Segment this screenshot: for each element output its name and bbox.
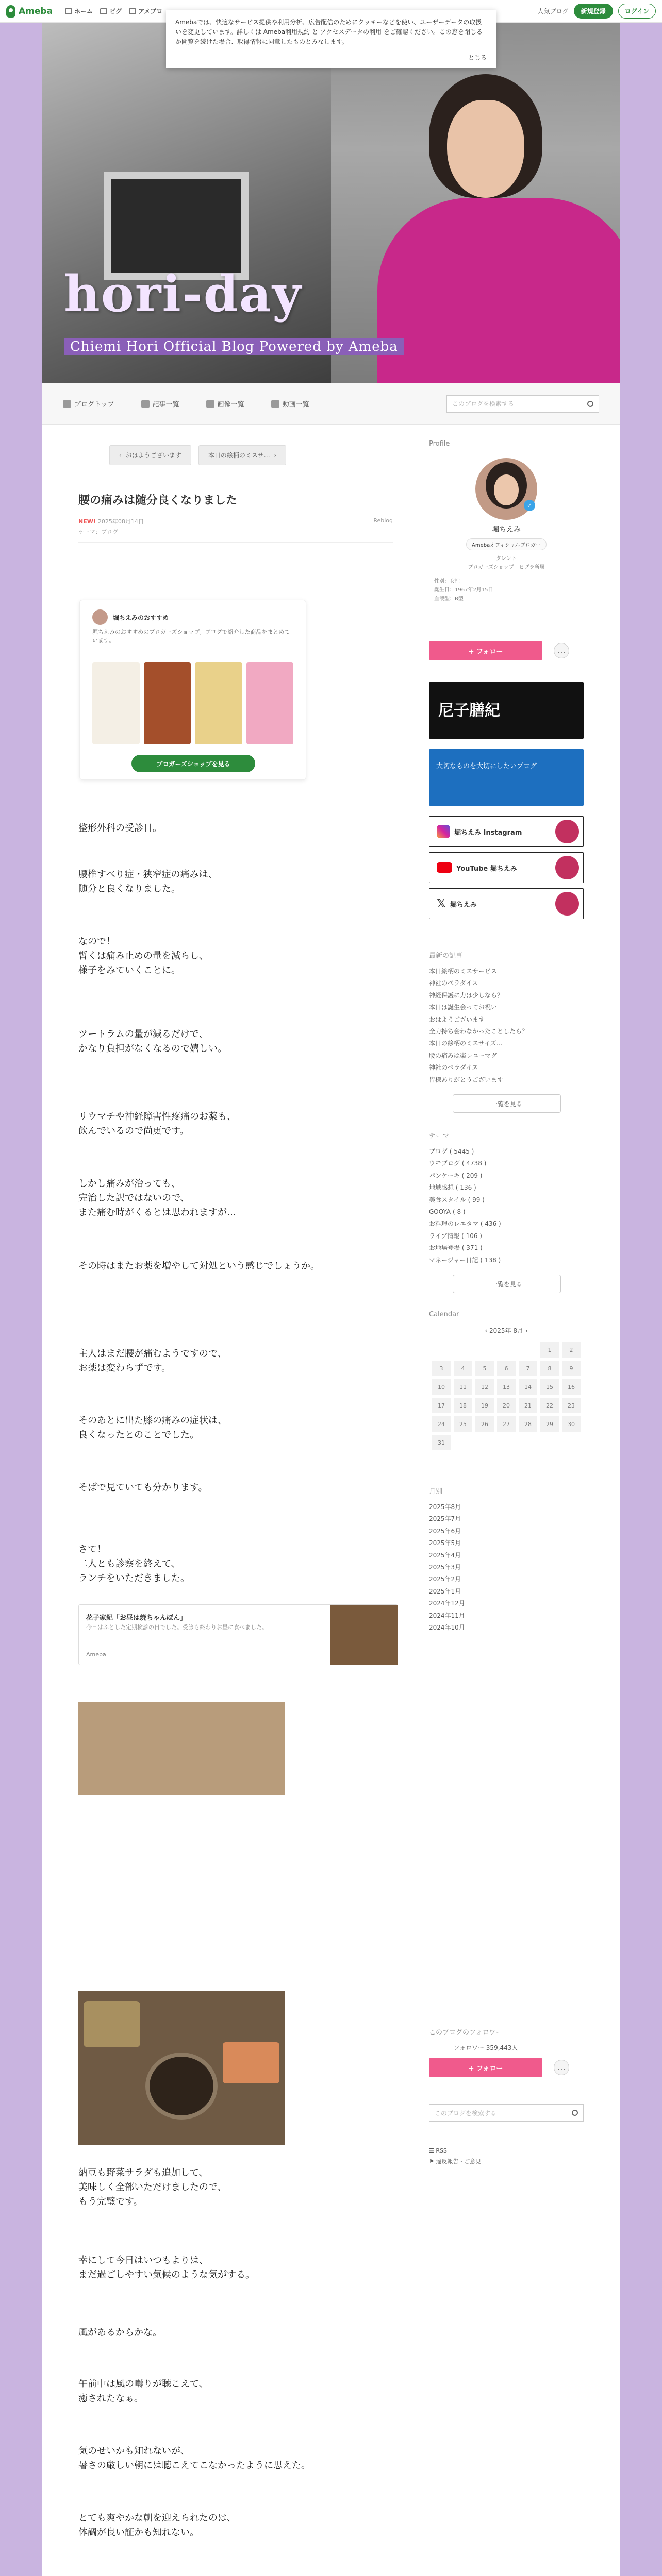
calendar-day[interactable]: 9 <box>562 1361 581 1376</box>
search-icon[interactable] <box>572 2110 578 2116</box>
theme-item[interactable]: GOOYA ( 8 ) <box>429 1208 466 1215</box>
calendar-day[interactable]: 30 <box>562 1416 581 1432</box>
entry-theme[interactable]: テーマ：ブログ <box>78 529 118 535</box>
search-icon[interactable] <box>587 401 593 407</box>
entry-paragraph: とても爽やかな朝を迎えられたのは、 体調が良い証かも知れない。 <box>78 2513 236 2538</box>
x-icon: 𝕏 <box>437 897 446 910</box>
banner-thumbnail <box>555 820 579 843</box>
chevron-right-icon: › <box>274 451 277 459</box>
entry-meta <box>78 517 393 526</box>
portrait-face <box>447 100 524 198</box>
recent-item[interactable]: 本日の絵柄のミスサイズ… <box>429 1040 503 1047</box>
author-avatar <box>92 609 108 625</box>
archive-item[interactable]: 2025年2月 <box>429 1575 461 1583</box>
calendar-day <box>475 1342 494 1358</box>
entry-paragraph: 主人はまだ腰が痛むようですので、 お薬は変わらずです。 <box>78 1348 227 1374</box>
login-button[interactable]: ログイン <box>618 4 656 19</box>
calendar-day <box>562 1435 581 1450</box>
pigg-icon <box>100 8 107 14</box>
photo-fish <box>223 2042 279 2083</box>
entry-pager <box>109 445 286 465</box>
nav-pigg[interactable]: ピグ <box>100 7 122 15</box>
sidebar-links <box>429 2145 584 2167</box>
nav-blog-top[interactable]: ブログトップ <box>63 399 114 409</box>
recent-list <box>429 965 584 1086</box>
home-icon <box>63 400 71 408</box>
recent-item[interactable]: 神社のペラダイス <box>429 979 478 987</box>
entry-paragraph: 風があるからかな。 <box>78 2327 162 2338</box>
recent-item[interactable]: 本日絵柄のミスサービス <box>429 968 497 975</box>
calendar-day[interactable]: 17 <box>432 1398 451 1413</box>
calendar-day[interactable]: 23 <box>562 1398 581 1413</box>
recent-more-button[interactable]: 一覧を見る <box>453 1094 561 1113</box>
divider <box>78 542 393 543</box>
theme-item[interactable]: ライブ情報 ( 106 ) <box>429 1232 482 1240</box>
profile-name[interactable]: 堀ちえみ <box>492 526 521 534</box>
entry-paragraph: そばで見ていても分かります。 <box>78 1482 208 1493</box>
recent-item[interactable]: おはようございます <box>429 1015 485 1023</box>
calendar-day[interactable]: 31 <box>432 1435 451 1450</box>
banner-thumbnail <box>555 892 579 916</box>
nav-ameblo[interactable]: アメブロ <box>129 7 162 15</box>
recent-item[interactable]: 全力持ち会わなかったことしたら？ <box>429 1027 528 1035</box>
link-card-source: Ameba <box>86 1651 106 1658</box>
calendar-day[interactable]: 21 <box>519 1398 537 1413</box>
nav-video-list[interactable]: 動画一覧 <box>271 399 309 409</box>
archive-item[interactable]: 2025年3月 <box>429 1563 461 1571</box>
new-badge: NEW! <box>78 518 96 525</box>
calendar-day <box>454 1435 472 1450</box>
calendar-day[interactable]: 6 <box>497 1361 516 1376</box>
theme-item[interactable]: パンケーキ ( 209 ) <box>429 1172 483 1179</box>
theme-item[interactable]: お料理のレエタマ ( 436 ) <box>429 1220 501 1228</box>
calendar-day[interactable]: 18 <box>454 1398 472 1413</box>
entry-paragraph: 腰椎すべり症・狭窄症の痛みは、 随分と良くなりました。 <box>78 869 218 894</box>
reblog-link[interactable]: Reblog <box>373 517 393 524</box>
theme-item[interactable]: 地域感想 ( 136 ) <box>429 1184 476 1192</box>
calendar-grid <box>429 1339 584 1453</box>
product-image[interactable] <box>195 662 242 744</box>
calendar-next-icon[interactable]: › <box>525 1327 528 1334</box>
popular-blogs-link[interactable]: 人気ブログ <box>537 8 569 15</box>
rss-link[interactable]: ☰ RSS <box>429 2147 447 2154</box>
recent-item[interactable]: 腰の痛みは楽レユーマグ <box>429 1052 498 1059</box>
blog-header-image[interactable] <box>42 23 620 383</box>
lunch-photo[interactable] <box>78 1702 285 1795</box>
ameba-logo[interactable]: Ameba <box>6 5 53 18</box>
calendar-day[interactable]: 2 <box>562 1342 581 1358</box>
entry-date: 2025年08月14日 <box>97 518 144 525</box>
calendar-day[interactable]: 5 <box>475 1361 494 1376</box>
blog-title: hori-day <box>64 265 302 323</box>
profile-box <box>429 440 584 603</box>
calendar-day[interactable]: 1 <box>540 1342 559 1358</box>
x-banner[interactable]: 𝕏 堀ちえみ <box>429 888 584 919</box>
archive-item[interactable]: 2025年5月 <box>429 1539 461 1547</box>
next-entry-button[interactable]: 本日の絵柄のミスサ… › <box>198 445 287 465</box>
list-icon <box>141 400 150 408</box>
archive-item[interactable]: 2024年10月 <box>429 1623 465 1631</box>
archive-item[interactable]: 2025年1月 <box>429 1587 461 1595</box>
instagram-icon <box>437 825 450 838</box>
calendar-day[interactable]: 11 <box>454 1379 472 1395</box>
blog-link-card[interactable] <box>78 1604 398 1665</box>
archive-item[interactable]: 2025年7月 <box>429 1515 461 1523</box>
calendar <box>429 1326 584 1453</box>
link-card-title: 花子家紀「お昼は焼ちゃんぽん」 <box>86 1614 187 1622</box>
archive-item[interactable]: 2025年8月 <box>429 1503 461 1511</box>
more-options-icon[interactable]: … <box>554 643 569 658</box>
calendar-day[interactable]: 4 <box>454 1361 472 1376</box>
sidebar-search-input[interactable]: このブログを検索する <box>429 2104 584 2122</box>
calendar-day <box>475 1435 494 1450</box>
portrait-body <box>377 198 620 383</box>
archive-item[interactable]: 2025年6月 <box>429 1527 461 1535</box>
nav-entry-list[interactable]: 記事一覧 <box>141 399 179 409</box>
ameba-logo-icon <box>6 5 15 18</box>
calendar-day[interactable]: 25 <box>454 1416 472 1432</box>
entry-paragraph: 午前中は風の囀りが聴こえて、 癒されたなぁ。 <box>78 2379 208 2404</box>
calendar-day <box>432 1342 451 1358</box>
banner-1[interactable]: 尼子膳紀 <box>429 682 584 739</box>
calendar-day[interactable]: 20 <box>497 1398 516 1413</box>
calendar-day[interactable]: 24 <box>432 1416 451 1432</box>
promo-products <box>92 662 293 744</box>
theme-label: テーマ <box>429 1132 450 1140</box>
calendar-day[interactable]: 15 <box>540 1379 559 1395</box>
entry-paragraph: 納豆も野菜サラダも追加して、 美味しく全部いただけましたので、 もう完璧です。 <box>78 2167 227 2207</box>
calendar-day[interactable]: 3 <box>432 1361 451 1376</box>
calendar-day[interactable]: 14 <box>519 1379 537 1395</box>
header-window <box>104 172 249 280</box>
video-icon <box>271 400 279 408</box>
recent-item[interactable]: 神社のペラダイス <box>429 1064 478 1072</box>
calendar-day <box>519 1342 537 1358</box>
calendar-month: 2025年 8月 <box>489 1327 523 1334</box>
entry-title[interactable]: 腰の痛みは随分良くなりました <box>78 494 238 507</box>
chevron-left-icon: ‹ <box>119 451 122 459</box>
nav-image-list[interactable]: 画像一覧 <box>206 399 244 409</box>
follow-button[interactable]: + フォロー <box>429 641 542 660</box>
calendar-day <box>497 1435 516 1450</box>
followers-label: このブログのフォロワー <box>429 2029 503 2037</box>
cookie-close-button[interactable]: とじる <box>468 54 487 61</box>
youtube-banner[interactable]: YouTube 堀ちえみ <box>429 852 584 883</box>
entry-paragraph: その時はまたお薬を増やして対処という感じでしょうか。 <box>78 1261 320 1272</box>
profile-meta: 性別：女性 誕生日：1967年2月15日 血液型：B型 <box>434 579 493 602</box>
flag-icon: ⚑ <box>429 2158 436 2165</box>
entry-paragraph: リウマチや神経障害性疼痛のお薬も、 飲んでいるので尚更です。 <box>78 1111 236 1137</box>
entry-paragraph: 整形外科の受診日。 <box>78 823 162 834</box>
calendar-day[interactable]: 22 <box>540 1398 559 1413</box>
nav-home[interactable]: ホーム <box>65 7 93 15</box>
product-image[interactable] <box>246 662 294 744</box>
entry-paragraph: そのあとに出た膝の痛みの症状は、 良くなったとのことでした。 <box>78 1415 227 1440</box>
follow-button[interactable]: + フォロー <box>429 2058 542 2077</box>
calendar-day[interactable]: 19 <box>475 1398 494 1413</box>
theme-item[interactable]: 美食スタイル ( 99 ) <box>429 1196 485 1204</box>
link-card-description: 今日はふとした定期検診の日でした。受診も終わりお昼に食べました。 <box>86 1624 268 1631</box>
recent-label: 最新の記事 <box>429 952 463 960</box>
blog-icon <box>129 8 136 14</box>
entry-paragraph: 気のせいかも知れないが、 暑さの厳しい朝には聴こえてこなかったように思えた。 <box>78 2446 310 2471</box>
calendar-label: Calendar <box>429 1311 459 1318</box>
youtube-icon <box>437 862 452 873</box>
theme-item[interactable]: ウモブログ ( 4738 ) <box>429 1160 487 1167</box>
calendar-day[interactable]: 28 <box>519 1416 537 1432</box>
calendar-day[interactable]: 27 <box>497 1416 516 1432</box>
product-image[interactable] <box>92 662 140 744</box>
signup-button[interactable]: 新規登録 <box>574 4 613 19</box>
follower-count: フォロワー 359,443人 <box>453 2044 518 2052</box>
entry-paragraph: さて！ 二人とも診察を終えて、 ランチをいただきました。 <box>78 1544 190 1584</box>
archive-item[interactable]: 2024年12月 <box>429 1600 465 1607</box>
calendar-day[interactable]: 7 <box>519 1361 537 1376</box>
calendar-day[interactable]: 12 <box>475 1379 494 1395</box>
calendar-day <box>497 1342 516 1358</box>
profile-info: タレント ブロガーズショップ ヒプラ所属 <box>468 556 545 570</box>
theme-item[interactable]: ブログ ( 5445 ) <box>429 1148 474 1155</box>
product-image[interactable] <box>144 662 191 744</box>
archive-list <box>429 1501 584 1634</box>
global-nav <box>65 7 162 15</box>
recent-item[interactable]: 本日は誕生会ってお祝い <box>429 1004 498 1011</box>
theme-item[interactable]: お地場登場 ( 371 ) <box>429 1244 483 1252</box>
calendar-day <box>454 1342 472 1358</box>
promo-author: 堀ちえみのおすすめ <box>113 614 169 621</box>
entry-paragraph: ツートラムの量が減るだけで、 かなり負担がなくなるので嬉しい。 <box>78 1029 227 1054</box>
photo-miso-soup <box>145 2053 218 2120</box>
instagram-banner[interactable]: 堀ちえみ Instagram <box>429 816 584 847</box>
rss-icon: ☰ <box>429 2147 436 2154</box>
calendar-day <box>540 1435 559 1450</box>
archive-label: 月別 <box>429 1488 443 1496</box>
profile-label: Profile <box>429 440 450 448</box>
prev-entry-button[interactable]: ‹ おはようございます <box>109 445 191 465</box>
photo-natto <box>84 2001 140 2047</box>
calendar-prev-icon[interactable]: ‹ <box>485 1327 488 1334</box>
header-portrait <box>357 54 620 383</box>
home-icon <box>65 8 72 14</box>
calendar-day[interactable]: 26 <box>475 1416 494 1432</box>
lunch-tray-photo[interactable] <box>78 1991 285 2145</box>
verified-icon: ✓ <box>524 500 535 511</box>
view-shop-button[interactable]: ブロガーズショップを見る <box>131 755 255 772</box>
calendar-day[interactable]: 16 <box>562 1379 581 1395</box>
theme-list <box>429 1146 584 1266</box>
blog-search-input[interactable]: このブログを検索する <box>446 395 599 413</box>
promo-description: 堀ちえみのおすすめのブロガーズショップ。ブログで紹介した商品をまとめています。 <box>92 629 290 644</box>
banner-2[interactable]: 大切なものを大切にしたいブログ <box>429 749 584 806</box>
main-container <box>42 425 620 2576</box>
calendar-day[interactable]: 8 <box>540 1361 559 1376</box>
entry-paragraph: 幸にして今日はいつもよりは、 まだ過ごしやすい気候のような気がする。 <box>78 2255 255 2280</box>
recent-item[interactable]: 皆様ありがとうございます <box>429 1076 504 1083</box>
archive-item[interactable]: 2024年11月 <box>429 1612 465 1619</box>
camera-icon <box>206 400 214 408</box>
cookie-notice <box>166 10 496 68</box>
banner-thumbnail <box>555 856 579 879</box>
link-card-thumbnail <box>330 1605 398 1665</box>
blog-subtitle: Chiemi Hori Official Blog Powered by Ameba <box>64 338 404 355</box>
recent-item[interactable]: 神経保護に力は少しなら？ <box>429 991 504 999</box>
theme-more-button[interactable]: 一覧を見る <box>453 1275 561 1293</box>
calendar-day[interactable]: 10 <box>432 1379 451 1395</box>
cookie-text: Amebaでは、快適なサービス提供や利用分析、広告配信のためにクッキーなどを使い、ユーザーデータの取扱いを変更しています。詳しくは Ameba利用規約 と アクセスデータの利用 をご確認ください。この窓を閉じるか閲覧を続けた場合、取得情報に同意したものとみなします。 <box>175 19 483 46</box>
official-blogger-badge[interactable]: Amebaオフィシャルブロガー <box>466 538 547 550</box>
calendar-day[interactable]: 13 <box>497 1379 516 1395</box>
calendar-day <box>519 1435 537 1450</box>
calendar-day[interactable]: 29 <box>540 1416 559 1432</box>
entry-paragraph: しかし痛みが治っても、 完治した訳ではないので、 また痛む時がくるとは思われますが… <box>78 1178 236 1218</box>
report-link[interactable]: ⚑ 違反報告・ご意見 <box>429 2158 482 2165</box>
entry-paragraph: なので！ 暫くは痛み止めの量を減らし、 様子をみていくことに。 <box>78 936 208 976</box>
bloggers-shop-card <box>79 600 306 780</box>
blog-nav <box>42 383 620 425</box>
more-options-icon[interactable]: … <box>554 2060 569 2075</box>
archive-item[interactable]: 2025年4月 <box>429 1551 461 1559</box>
theme-item[interactable]: マネージャー日記 ( 138 ) <box>429 1256 501 1264</box>
